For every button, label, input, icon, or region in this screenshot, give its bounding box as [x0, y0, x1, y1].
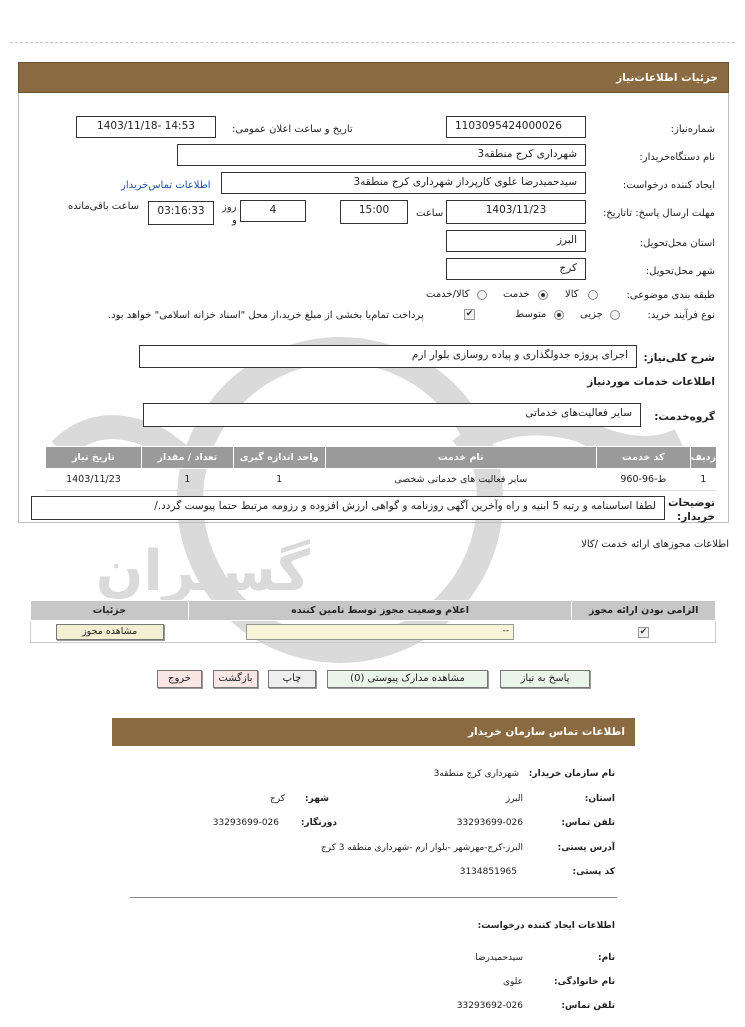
- creator-phone-label: تلفن تماس:: [561, 1001, 615, 1011]
- deadline-date-field: 1403/11/23: [446, 200, 586, 224]
- need-number-label: شماره‌نیاز:: [670, 124, 715, 135]
- col-code: کد خدمت: [596, 447, 690, 469]
- table-row: [46, 469, 717, 491]
- col-unit: واحد اندازه گیری: [233, 447, 325, 469]
- creator-family: علوی: [502, 977, 523, 987]
- creator-family-label: نام خانوادگی:: [553, 977, 615, 987]
- contact-address: البرز-کرج-مهرشهر -بلوار ارم -شهرداری منطقه 3 کرج: [320, 843, 523, 853]
- city-field: کرج: [446, 258, 586, 280]
- time-label: ساعت: [416, 208, 444, 219]
- col-row: ردیف: [690, 447, 716, 469]
- top-divider: [10, 42, 735, 43]
- deadline-time-field: 15:00: [340, 200, 408, 224]
- cell-code: ط-96-960: [596, 469, 690, 491]
- contact-postal-label: کد پستی:: [572, 867, 615, 877]
- creator-name-label: نام:: [598, 953, 615, 963]
- announce-label: تاریخ و ساعت اعلان عمومی:: [232, 124, 353, 135]
- payment-note: پرداخت تمام‌یا بخشی از مبلغ خرید،از محل "اسناد خزانه اسلامی" خواهد بود.: [108, 310, 424, 321]
- announce-field: 1403/11/18- 14:53: [76, 116, 216, 138]
- license-table: [30, 600, 716, 643]
- services-table-header: [46, 447, 717, 469]
- cell-need-date: 1403/11/23: [46, 469, 142, 491]
- category-service-radio[interactable]: [538, 290, 548, 300]
- exit-button[interactable]: خروج: [157, 670, 202, 688]
- cell-row: 1: [690, 469, 716, 491]
- deadline-label: مهلت ارسال پاسخ: تاتاریخ:: [602, 208, 715, 219]
- contact-postal: 3134851965: [459, 867, 517, 877]
- contact-buyer-link[interactable]: اطلاعات تماس‌خریدار: [121, 180, 211, 191]
- buyer-notes-field: لطفا اساسنامه و رتبه 5 ابنیه و راه وآخرین آگهی روزنامه و گواهی ارزش افزوده و رزومه مرتبط حتما پیوست گردد./: [31, 496, 665, 520]
- contact-phone: 33293699-026: [456, 818, 523, 828]
- buyer-notes-label-1: توضیحات: [667, 497, 715, 509]
- creator-phone: 33293692-026: [456, 1001, 523, 1011]
- view-license-button[interactable]: مشاهده مجوز: [56, 624, 164, 640]
- creator-field: سیدحمیدرضا علوی کارپرداز شهرداری کرج منطقه3: [221, 172, 586, 194]
- col-license-details: جزئیات: [31, 601, 189, 621]
- contact-phone-label: تلفن تماس:: [561, 818, 615, 828]
- contact-fax-label: دورنگار:: [300, 818, 337, 828]
- category-service-label: خدمت: [503, 289, 530, 300]
- process-minor-radio[interactable]: [610, 310, 620, 320]
- contact-province: البرز: [505, 794, 523, 804]
- category-both-label: کالا/خدمت: [426, 289, 470, 300]
- buyer-org-field: شهرداری کرج منطقه3: [177, 144, 586, 166]
- license-status-field: --: [246, 624, 514, 640]
- col-license-required: الزامی بودن ارائه مجوز: [572, 601, 716, 621]
- print-button[interactable]: چاپ: [268, 670, 316, 688]
- category-goods-radio[interactable]: [588, 290, 598, 300]
- details-header: جزئیات اطلاعات‌نیاز: [18, 62, 729, 93]
- buyer-org-label: نام دستگاه‌خریدار:: [639, 152, 715, 163]
- service-group-label: گروه‌خدمت:: [654, 411, 715, 423]
- keyword-field: اجرای پروژه جدولگذاری و پیاده روسازی بلوار ارم: [139, 345, 637, 368]
- category-label: طبقه بندی موضوعی:: [626, 290, 715, 301]
- license-table-header: [31, 601, 716, 621]
- need-number-field: 1103095424000026: [446, 116, 586, 138]
- days-suffix: و: [232, 215, 237, 226]
- reply-button[interactable]: پاسخ به نیاز: [500, 670, 590, 688]
- treasury-checkbox[interactable]: ✔: [465, 309, 474, 319]
- process-medium-label: متوسط: [515, 309, 547, 320]
- cell-service-name: سایر فعالیت های خدماتی شخصی: [325, 469, 596, 491]
- province-field: البرز: [446, 230, 586, 252]
- contact-org-label: نام سازمان خریدار:: [528, 769, 615, 779]
- col-license-status: اعلام وضعیت مجوز توسط نامین کننده: [188, 601, 572, 621]
- category-goods-label: کالا: [565, 289, 579, 300]
- keyword-label: شرح کلی‌نیاز:: [643, 352, 715, 364]
- days-label: روز: [222, 202, 237, 213]
- contact-province-label: استان:: [584, 794, 615, 804]
- service-group-field: سایر فعالیت‌های خدماتی: [143, 403, 641, 427]
- cell-quantity: 1: [141, 469, 233, 491]
- contact-address-label: آدرس پستی:: [557, 843, 615, 853]
- back-button[interactable]: بازگشت: [213, 670, 258, 688]
- contact-city-label: شهر:: [305, 794, 329, 804]
- creator-label: ایجاد کننده درخواست:: [622, 180, 715, 191]
- col-need-date: تاریخ نیاز: [46, 447, 142, 469]
- contact-org: شهرداری کرج منطقه3: [433, 769, 519, 779]
- remaining-field: 03:16:33: [148, 201, 214, 225]
- category-both-radio[interactable]: [477, 290, 487, 300]
- view-attachments-button[interactable]: مشاهده مدارک پیوستی (0): [327, 670, 488, 688]
- contact-city: کرج: [269, 794, 285, 804]
- process-label: نوع فرآیند خرید:: [647, 310, 715, 321]
- creator-info-title: اطلاعات ایجاد کننده درخواست:: [477, 921, 615, 931]
- contact-divider: [130, 897, 617, 898]
- process-medium-radio[interactable]: [554, 310, 564, 320]
- col-service-name: نام خدمت: [325, 447, 596, 469]
- days-field: 4: [240, 200, 306, 222]
- city-label: شهر محل‌تحویل:: [645, 266, 715, 277]
- cell-unit: 1: [233, 469, 325, 491]
- license-title: اطلاعات مجوزهای ارائه خدمت /کالا: [581, 539, 729, 550]
- services-title: اطلاعات خدمات موردنیاز: [587, 376, 715, 388]
- col-quantity: تعداد / مقدار: [141, 447, 233, 469]
- watermark-text: گستران: [95, 539, 310, 604]
- contact-header: اطلاعات تماس سازمان خریدار: [112, 718, 635, 746]
- table-row: [31, 621, 716, 643]
- process-minor-label: جزیی: [580, 309, 603, 320]
- services-table: [45, 446, 717, 491]
- creator-name: سیدحمیدرضا: [475, 953, 523, 963]
- buyer-notes-label-2: خریدار:: [677, 511, 715, 523]
- province-label: استان محل‌تحویل:: [639, 238, 715, 249]
- contact-fax: 33293699-026: [212, 818, 279, 828]
- license-required-checkbox: ✔: [639, 626, 648, 637]
- remaining-label: ساعت باقی‌مانده: [68, 201, 140, 212]
